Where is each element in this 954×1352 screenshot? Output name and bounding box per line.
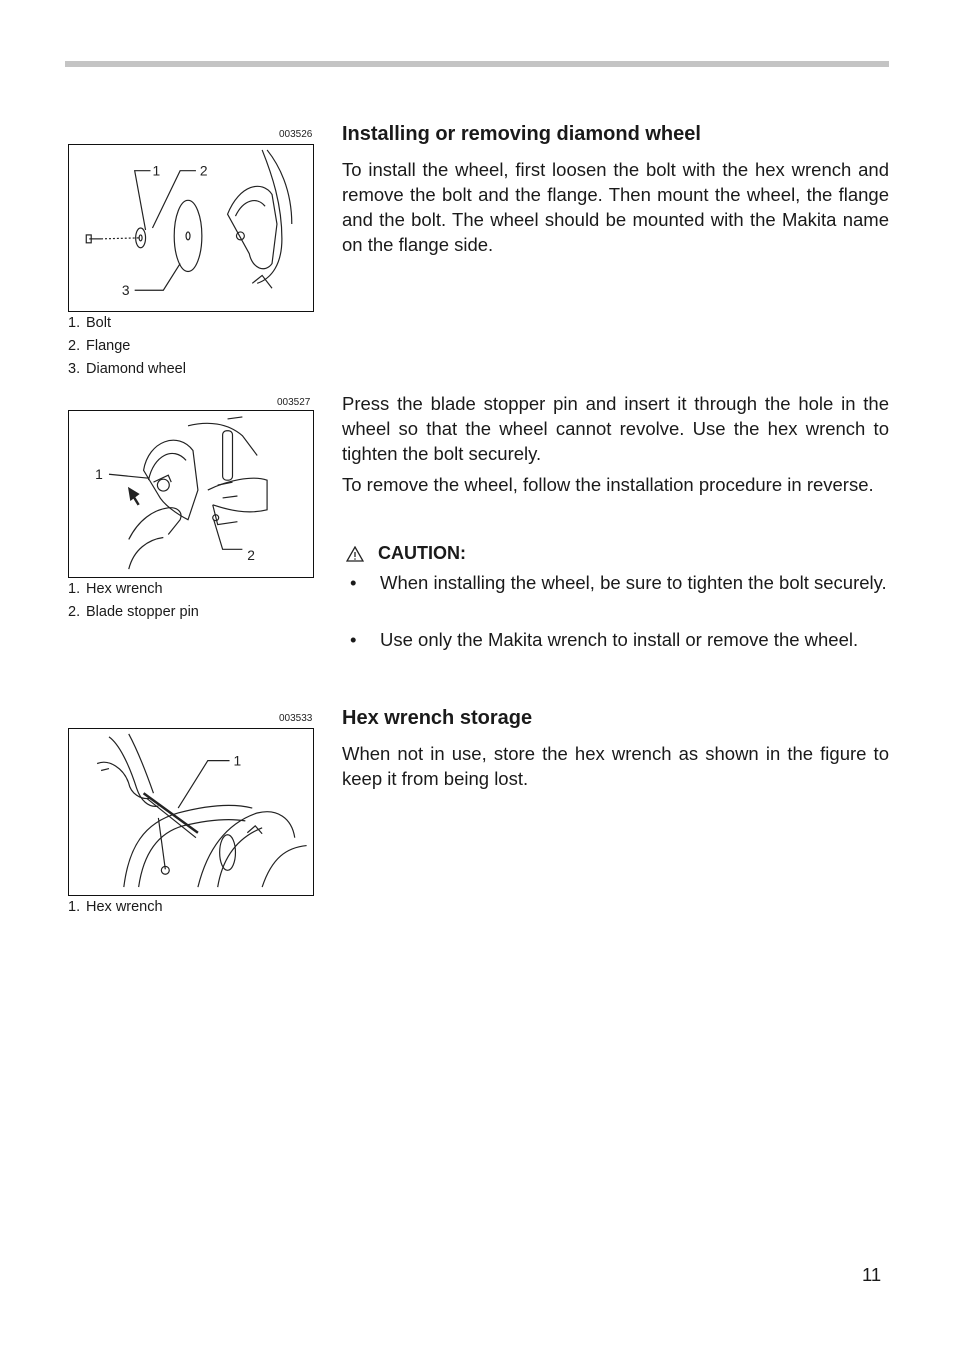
- figure-code-2: 003527: [277, 397, 311, 408]
- figure-code-1: 003526: [279, 129, 313, 140]
- figure-diamond-wheel-parts: [68, 144, 314, 312]
- warning-triangle-icon: [346, 546, 364, 562]
- caution-heading: [346, 543, 466, 564]
- figure-code-3: 003533: [279, 713, 313, 724]
- callout-1: 1: [95, 466, 103, 483]
- figure-legend-1: [68, 312, 186, 381]
- callout-3: 3: [121, 282, 130, 299]
- hex-wrench-storage-illustration: [69, 729, 313, 895]
- hex-wrench-tightening-illustration: [69, 411, 313, 577]
- caution-bullet: [342, 627, 889, 652]
- callout-1: 1: [233, 752, 242, 769]
- legend-item: 2. Flange: [68, 338, 131, 354]
- stopper-pin-paragraph: Press the blade stopper pin and insert it through the hole in the wheel so that the wheel cannot revolve. Use the hex wrench to tighten the bolt securely.: [342, 393, 889, 464]
- legend-item: 2. Blade stopper pin: [68, 604, 199, 620]
- figure-hex-wrench-storage: [68, 728, 314, 896]
- remove-wheel-paragraph: To remove the wheel, follow the installation procedure in reverse.: [342, 474, 874, 495]
- storage-paragraph: When not in use, store the hex wrench as shown in the figure to keep it from being lost.: [342, 743, 889, 789]
- bullet-symbol: •: [350, 572, 357, 593]
- callout-2: 2: [247, 547, 256, 564]
- section-heading-install: Installing or removing diamond wheel: [342, 123, 701, 145]
- legend-item: 1. Hex wrench: [68, 899, 163, 915]
- page-number: 11: [862, 1264, 882, 1285]
- caution-label: CAUTION:: [378, 543, 466, 563]
- bullet-text: Use only the Makita wrench to install or remove the wheel.: [380, 629, 859, 650]
- legend-item: 1. Hex wrench: [68, 581, 163, 597]
- figure-legend-2: [68, 578, 199, 624]
- figure-hex-wrench-tightening: [68, 410, 314, 578]
- caution-bullet: [342, 570, 889, 595]
- legend-item: 3. Diamond wheel: [68, 361, 186, 377]
- header-rule: [65, 61, 889, 67]
- figure-legend-3: [68, 896, 163, 919]
- diamond-wheel-parts-illustration: [69, 145, 313, 311]
- bullet-symbol: •: [350, 629, 357, 650]
- install-paragraph: To install the wheel, first loosen the bolt with the hex wrench and remove the bolt and the flange. Then mount the wheel, the flange and the bolt. The wheel should be mounted with the Makita name on the flange side.: [342, 159, 889, 255]
- legend-item: 1. Bolt: [68, 315, 111, 331]
- callout-2: 2: [199, 162, 208, 179]
- bullet-text: When installing the wheel, be sure to tighten the bolt securely.: [380, 572, 887, 593]
- callout-1: 1: [152, 162, 161, 179]
- section-heading-storage: Hex wrench storage: [342, 707, 533, 729]
